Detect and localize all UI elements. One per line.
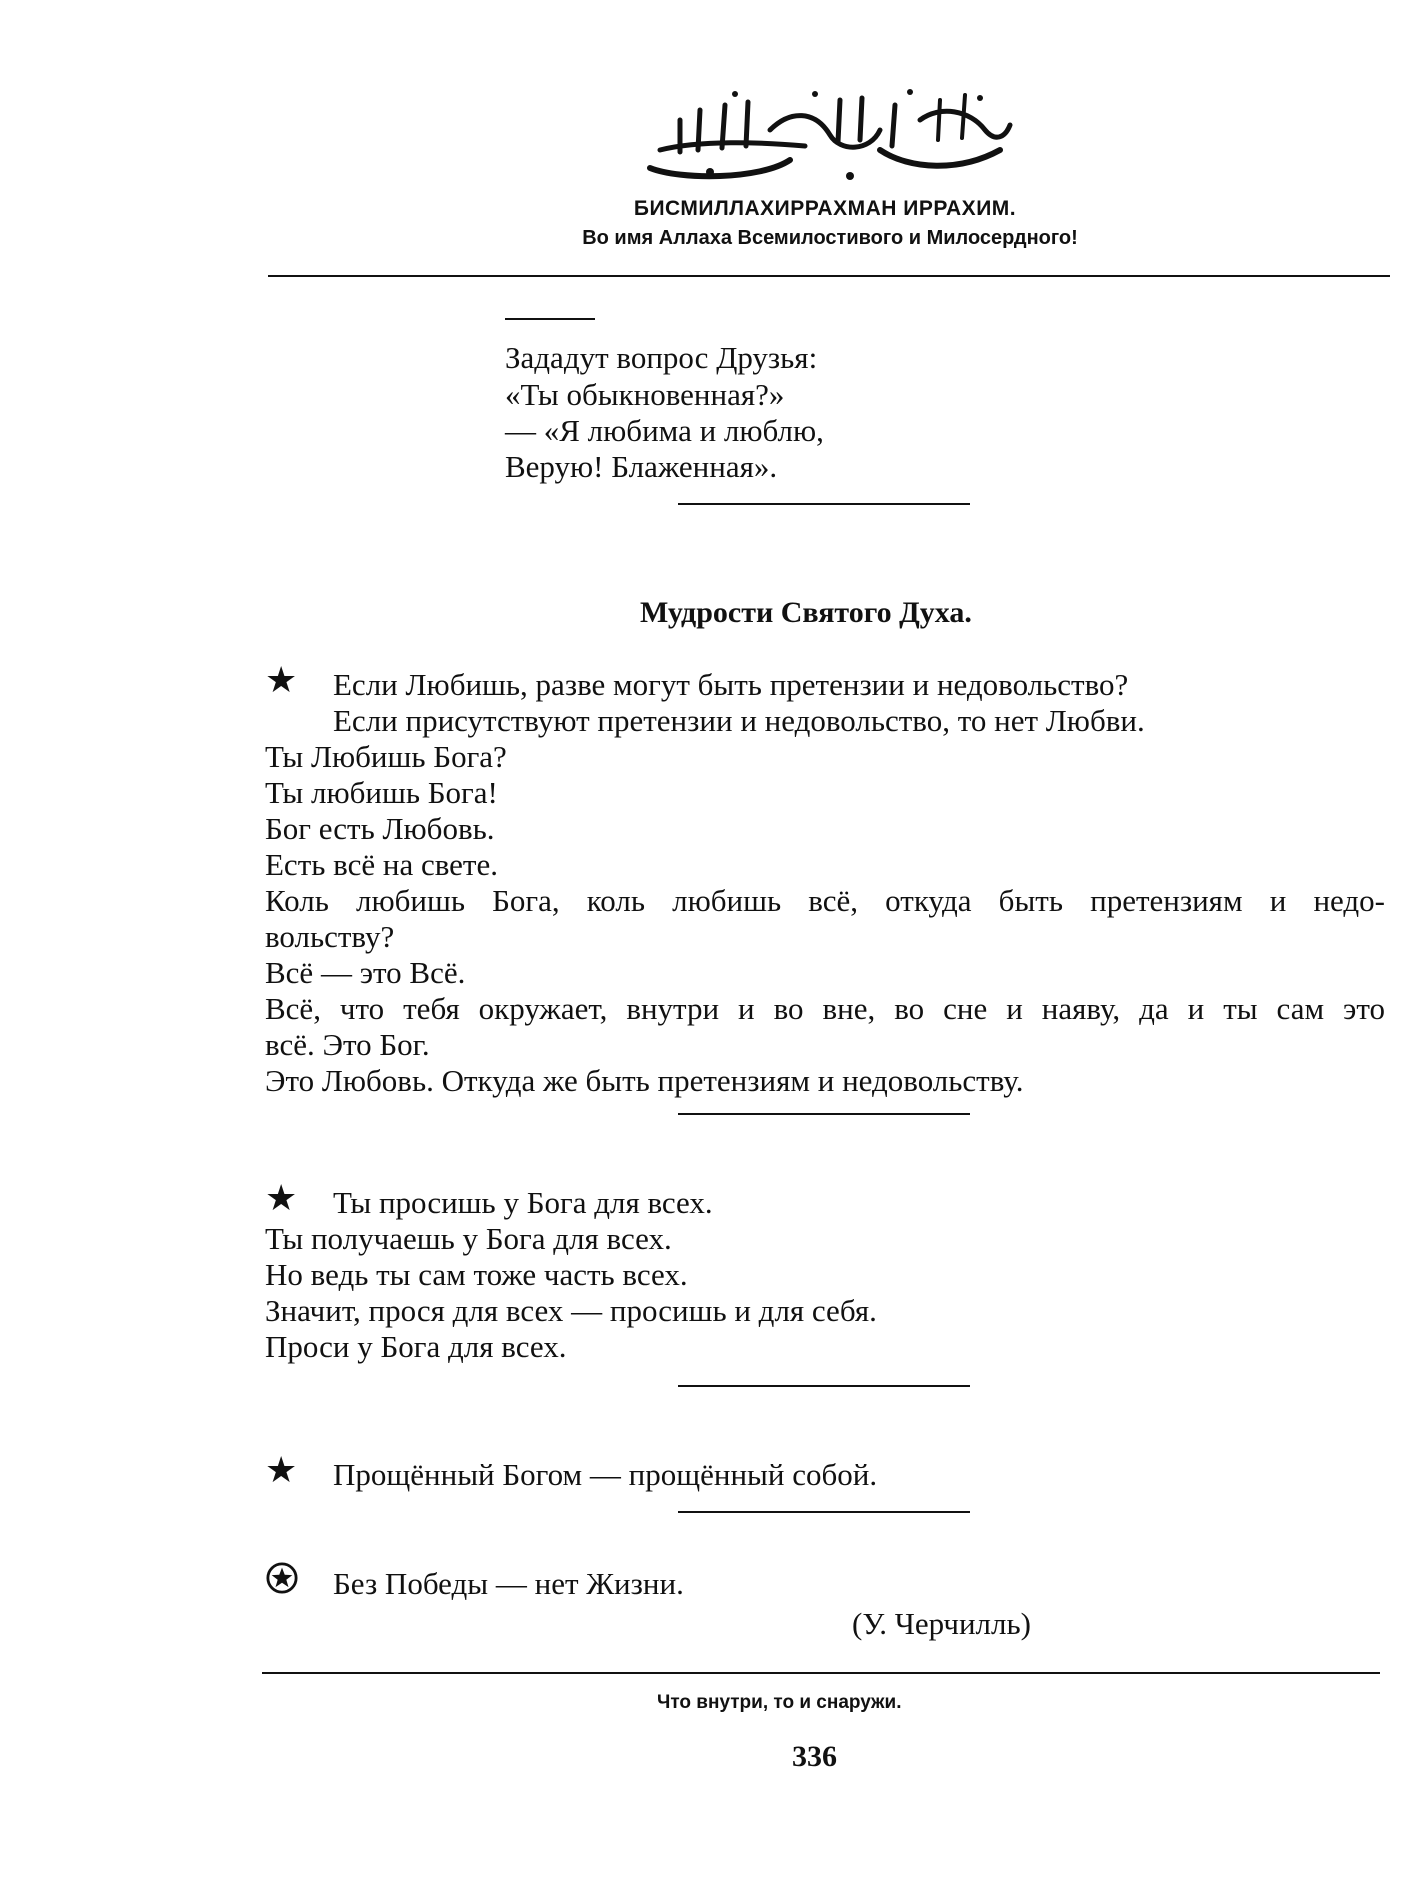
footer-rule xyxy=(262,1672,1380,1674)
wisdom-line: вольству? xyxy=(265,919,395,954)
wisdom-line: Есть всё на свете. xyxy=(265,847,498,882)
star-icon: ★ xyxy=(265,660,298,700)
wisdom-line: Без Победы — нет Жизни. xyxy=(333,1566,684,1601)
poem-line: Верую! Блаженная». xyxy=(505,449,778,484)
section-title: Мудрости Святого Духа. xyxy=(640,596,972,629)
wisdom-line: Ты получаешь у Бога для всех. xyxy=(265,1221,672,1256)
header-rule xyxy=(268,275,1390,277)
wisdom-line: Это Любовь. Откуда же быть претензиям и недовольству. xyxy=(265,1063,1024,1098)
bismillah-calligraphy-icon xyxy=(640,80,1020,190)
wisdom-line: Если присутствуют претензии и недовольство, то нет Любви. xyxy=(333,703,1145,738)
star-icon: ★ xyxy=(265,1450,298,1490)
wisdom-line: Ты Любишь Бога? xyxy=(265,739,507,774)
wisdom-line: Если Любишь, разве могут быть претензии и недовольство? xyxy=(333,667,1129,702)
wisdom-line: Но ведь ты сам тоже часть всех. xyxy=(265,1257,688,1292)
poem-line: — «Я любима и люблю, xyxy=(505,413,824,448)
wisdom-line: Ты любишь Бога! xyxy=(265,775,498,810)
page-number: 336 xyxy=(792,1740,837,1773)
wisdom3-rule xyxy=(678,1511,970,1513)
poem-top-rule xyxy=(505,318,595,320)
wisdom-line: Бог есть Любовь. xyxy=(265,811,495,846)
wisdom-line: Ты просишь у Бога для всех. xyxy=(333,1185,713,1220)
quote-attribution: (У. Черчилль) xyxy=(852,1606,1031,1641)
poem-bottom-rule xyxy=(678,503,970,505)
star-icon: ★ xyxy=(265,1178,298,1218)
wisdom-line: Проси у Бога для всех. xyxy=(265,1329,567,1364)
wisdom-line: Коль любишь Бога, коль любишь всё, откуда быть претензиям и недо- xyxy=(265,883,1385,918)
wisdom-line: Прощённый Богом — прощённый собой. xyxy=(333,1457,878,1492)
poem-line: Зададут вопрос Друзья: xyxy=(505,340,818,375)
footer-motto: Что внутри, то и снаружи. xyxy=(657,1692,902,1713)
poem-line: «Ты обыкновенная?» xyxy=(505,377,785,412)
wisdom-line: Значит, прося для всех — просишь и для себя. xyxy=(265,1293,877,1328)
wisdom2-rule xyxy=(678,1385,970,1387)
wisdom-line: всё. Это Бог. xyxy=(265,1027,430,1062)
header-subtitle: Во имя Аллаха Всемилостивого и Милосердного! xyxy=(582,227,1078,249)
wisdom-line: Всё — это Всё. xyxy=(265,955,466,990)
wisdom1-rule xyxy=(678,1113,970,1115)
header-title: БИСМИЛЛАХИРРАХМАН ИРРАХИМ. xyxy=(633,197,1017,220)
circled-star-icon xyxy=(266,1562,298,1594)
wisdom-line: Всё, что тебя окружает, внутри и во вне, во сне и наяву, да и ты сам это xyxy=(265,991,1385,1026)
